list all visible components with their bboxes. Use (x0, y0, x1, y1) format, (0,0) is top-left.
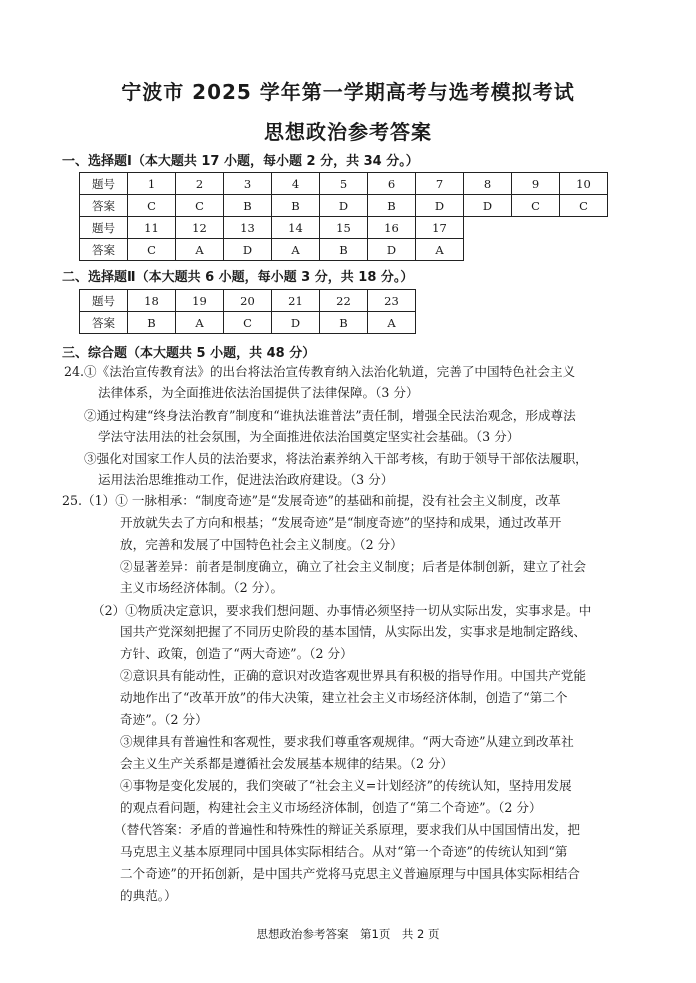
q25-line: ③规律具有普遍性和客观性，要求我们尊重客观规律。“两大奇迹”从建立到改革社 (120, 734, 574, 749)
answer-cell: D (272, 312, 320, 334)
answer-cell: C (128, 195, 176, 217)
page-footer: 思想政治参考答案 第1页 共 2 页 (256, 927, 440, 941)
row-label: 答案 (80, 195, 128, 217)
answer-cell: C (512, 195, 560, 217)
question-number: 8 (464, 173, 512, 195)
empty-cell (464, 217, 512, 239)
row-label: 题号 (80, 173, 128, 195)
table-row (80, 290, 416, 312)
q25-line: ④事物是变化发展的，我们突破了“社会主义=计划经济”的传统认知，坚持用发展 (120, 778, 572, 793)
question-number: 4 (272, 173, 320, 195)
table-row (80, 195, 608, 217)
question-number: 20 (224, 290, 272, 312)
answer-cell: A (176, 312, 224, 334)
question-number: 5 (320, 173, 368, 195)
q25-line: 的典范。） (120, 888, 177, 903)
answer-cell: A (416, 239, 464, 261)
question-number: 18 (128, 290, 176, 312)
question-number: 3 (224, 173, 272, 195)
q25-line: ②显著差异：前者是制度确立，确立了社会主义制度；后者是体制创新，建立了社会 (120, 559, 586, 574)
answer-cell: B (272, 195, 320, 217)
q25-line: （2）①物质决定意识，要求我们想问题、办事情必须坚持一切从实际出发，实事求是。中 (92, 603, 592, 618)
q25-line: 二个奇迹”的开拓创新，是中国共产党将马克思主义普遍原理与中国具体实际相结合 (120, 866, 580, 881)
answer-cell: B (320, 312, 368, 334)
row-label: 答案 (80, 312, 128, 334)
q25-line: 会主义生产关系都是遵循社会发展基本规律的结果。（2 分） (120, 756, 454, 771)
q25-line: 主义市场经济体制。（2 分）。 (120, 580, 284, 595)
answer-cell: D (416, 195, 464, 217)
q25-line: ②意识具有能动性，正确的意识对改造客观世界具有积极的指导作用。中国共产党能 (120, 668, 586, 683)
row-label: 题号 (80, 290, 128, 312)
document-subtitle: 思想政治参考答案 (264, 120, 432, 144)
question-number: 17 (416, 217, 464, 239)
question-number: 10 (560, 173, 608, 195)
q25-line: 的观点看问题，构建社会主义市场经济体制，创造了“第二个奇迹”。（2 分） (120, 800, 542, 815)
answer-cell: C (176, 195, 224, 217)
question-number: 9 (512, 173, 560, 195)
answer-cell: B (128, 312, 176, 334)
empty-cell (560, 239, 608, 261)
q25-line: 国共产党深刻把握了不同历史阶段的基本国情，从实际出发，实事求是地制定路线、 (120, 624, 586, 639)
answer-cell: D (224, 239, 272, 261)
answer-cell: B (224, 195, 272, 217)
section-3-heading: 三、综合题（本大题共 5 小题，共 48 分） (62, 346, 316, 361)
question-number: 15 (320, 217, 368, 239)
question-number: 6 (368, 173, 416, 195)
question-number: 19 (176, 290, 224, 312)
q24-line: 法律体系，为全面推进依法治国提供了法律保障。（3 分） (98, 385, 419, 400)
empty-cell (512, 239, 560, 261)
question-number: 11 (128, 217, 176, 239)
question-number: 21 (272, 290, 320, 312)
q24-line: ②通过构建“终身法治教育”制度和“谁执法谁普法”责任制，增强全民法治观念，形成尊法 (84, 408, 576, 423)
question-number: 1 (128, 173, 176, 195)
section-1-heading: 一、选择题Ⅰ（本大题共 17 小题，每小题 2 分，共 34 分。） (62, 154, 419, 169)
table-row (80, 239, 608, 261)
table-row (80, 173, 608, 195)
q25-line: 动地作出了“改革开放”的伟大决策，建立社会主义市场经济体制，创造了“第二个 (120, 690, 568, 705)
q25-line: 放，完善和发展了中国特色社会主义制度。（2 分） (120, 537, 403, 552)
question-number: 13 (224, 217, 272, 239)
answer-cell: A (176, 239, 224, 261)
empty-cell (464, 239, 512, 261)
answer-table-1 (79, 172, 608, 261)
answer-cell: D (368, 239, 416, 261)
question-number: 12 (176, 217, 224, 239)
document-title: 宁波市 2025 学年第一学期高考与选考模拟考试 (121, 80, 575, 104)
question-number: 2 (176, 173, 224, 195)
q25-line: 马克思主义基本原理同中国具体实际相结合。从对“第一个奇迹”的传统认知到“第 (120, 844, 568, 859)
question-number: 22 (320, 290, 368, 312)
row-label: 答案 (80, 239, 128, 261)
answer-cell: B (368, 195, 416, 217)
answer-cell: D (464, 195, 512, 217)
question-number: 14 (272, 217, 320, 239)
answer-cell: C (560, 195, 608, 217)
answer-cell: C (224, 312, 272, 334)
section-2-heading: 二、选择题Ⅱ（本大题共 6 小题，每小题 3 分，共 18 分。） (62, 270, 414, 285)
q24-line: 学法守法用法的社会氛围，为全面推进依法治国奠定坚实社会基础。（3 分） (98, 429, 520, 444)
q24-line: 24.①《法治宣传教育法》的出台将法治宣传教育纳入法治化轨道，完善了中国特色社会主义 (64, 364, 576, 379)
question-number: 23 (368, 290, 416, 312)
q25-line: 开放就失去了方向和根基；“发展奇迹”是“制度奇迹”的坚持和成果，通过改革开 (120, 515, 562, 530)
q25-line: 奇迹”。（2 分） (120, 712, 208, 727)
table-row (80, 217, 608, 239)
answer-cell: D (320, 195, 368, 217)
empty-cell (560, 217, 608, 239)
answer-cell: C (128, 239, 176, 261)
table-row (80, 312, 416, 334)
row-label: 题号 (80, 217, 128, 239)
answer-cell: B (320, 239, 368, 261)
question-number: 16 (368, 217, 416, 239)
q25-line: （替代答案：矛盾的普遍性和特殊性的辩证关系原理，要求我们从中国国情出发，把 (114, 822, 580, 837)
answer-cell: A (272, 239, 320, 261)
q24-line: 运用法治思维推动工作，促进法治政府建设。（3 分） (98, 472, 394, 487)
question-number: 7 (416, 173, 464, 195)
q25-line: 25.（1）① 一脉相承：“制度奇迹”是“发展奇迹”的基础和前提，没有社会主义制度，改革 (62, 493, 561, 508)
answer-cell: A (368, 312, 416, 334)
empty-cell (512, 217, 560, 239)
q24-line: ③强化对国家工作人员的法治要求，将法治素养纳入干部考核，有助于领导干部依法履职， (84, 451, 588, 466)
q25-line: 方针、政策，创造了“两大奇迹”。（2 分） (120, 646, 353, 661)
answer-table-2 (79, 289, 416, 334)
